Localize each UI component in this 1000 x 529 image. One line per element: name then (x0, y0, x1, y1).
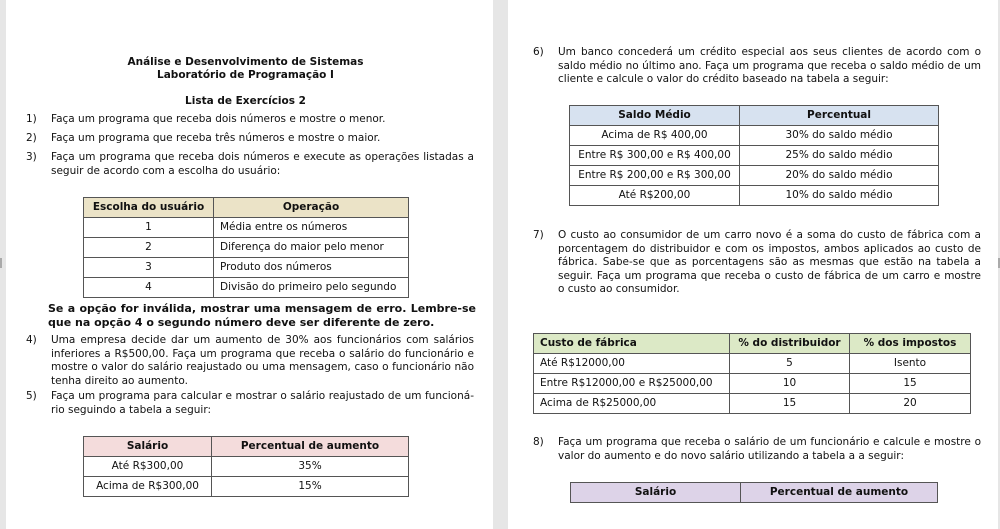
right-page (508, 0, 998, 529)
column-header: Percentual (740, 106, 939, 126)
column-header: Saldo Médio (570, 106, 740, 126)
exercise-3 (26, 151, 474, 178)
exercise-8 (533, 436, 981, 463)
table-cell: 35% (212, 457, 409, 477)
column-header: Operação (214, 198, 409, 218)
table-cell: Até R$300,00 (84, 457, 212, 477)
exercise-number: 8) (533, 436, 544, 448)
credit-table (569, 105, 939, 206)
table-cell: 10 (730, 374, 850, 394)
table-cell: Até R$12000,00 (534, 354, 730, 374)
table-cell: Até R$200,00 (570, 186, 740, 206)
table-cell: Entre R$12000,00 e R$25000,00 (534, 374, 730, 394)
list-title: Lista de Exercícios 2 (185, 95, 306, 107)
table-cell: 15 (850, 374, 971, 394)
car-cost-table (533, 333, 971, 414)
table-cell: Média entre os números (214, 218, 409, 238)
table-cell: 20 (850, 394, 971, 414)
exercise-1 (26, 113, 474, 127)
exercise-text: Faça um programa que receba o salário de um funcionário e calcule e mostre o valor do aumento e do novo salário utilizando a tabela a a seguir: (558, 436, 981, 462)
table-row (84, 477, 409, 497)
table-row (84, 457, 409, 477)
exercise-text: O custo ao consumidor de um carro novo é a soma do custo de fábrica com a porcentagem do distribuidor e com os impostos, ambos aplicados ao custo de fábrica. Sabe-se que as porcentagens são as mesmas que estão na tabela a seguir. Faça um programa que receba o custo de fábrica de um carro e mostre o custo ao consumidor. (558, 229, 981, 295)
table-cell: 3 (84, 258, 214, 278)
column-header: Salário (84, 437, 212, 457)
exercise-4 (26, 334, 474, 388)
exercise-2 (26, 132, 474, 146)
lab-title: Laboratório de Programação I (157, 69, 334, 81)
exercise-text: Um banco concederá um crédito especial aos seus clientes de acordo com o saldo médio no último ano. Faça um programa que receba o saldo médio de um cliente e calcule o valor do crédito baseado na tabela a seguir: (558, 46, 981, 85)
salary-raise-table-2 (570, 482, 938, 503)
exercise-number: 7) (533, 229, 544, 241)
column-header: Percentual de aumento (212, 437, 409, 457)
exercise-number: 5) (26, 390, 37, 402)
column-header: Salário (571, 483, 741, 503)
table-cell: 20% do saldo médio (740, 166, 939, 186)
table-header-row (534, 334, 971, 354)
exercise-5 (26, 390, 474, 417)
table-row (84, 278, 409, 298)
exercise-3-note: Se a opção for inválida, mostrar uma mensagem de erro. Lembre-se que na opção 4 o segundo número deve ser diferente de zero. (48, 302, 476, 329)
table-header-row (570, 106, 939, 126)
exercise-6 (533, 46, 981, 87)
table-row (570, 126, 939, 146)
table-cell: Entre R$ 200,00 e R$ 300,00 (570, 166, 740, 186)
table-cell: 1 (84, 218, 214, 238)
table-row (84, 238, 409, 258)
table-header-row (84, 198, 409, 218)
exercise-text: Faça um programa que receba três números e mostre o maior. (51, 132, 381, 144)
page-edge-marker (0, 258, 2, 268)
table-cell: Entre R$ 300,00 e R$ 400,00 (570, 146, 740, 166)
exercise-text: Faça um programa que receba dois números e mostre o menor. (51, 113, 386, 125)
table-row (534, 354, 971, 374)
table-row (570, 166, 939, 186)
course-title: Análise e Desenvolvimento de Sistemas (127, 56, 364, 68)
table-row (84, 218, 409, 238)
table-row (84, 258, 409, 278)
exercise-text: Faça um programa para calcular e mostrar o salário reajustado de um funcioná-rio seguindo a tabela a seguir: (51, 390, 474, 416)
table-cell: 30% do saldo médio (740, 126, 939, 146)
column-header: % dos impostos (850, 334, 971, 354)
left-page (6, 0, 493, 529)
table-row (534, 394, 971, 414)
exercise-7 (533, 229, 981, 297)
exercise-number: 6) (533, 46, 544, 58)
exercise-number: 2) (26, 132, 37, 144)
exercise-number: 1) (26, 113, 37, 125)
table-cell: 2 (84, 238, 214, 258)
column-header: Custo de fábrica (534, 334, 730, 354)
table-cell: 15% (212, 477, 409, 497)
table-row (534, 374, 971, 394)
table-cell: Acima de R$300,00 (84, 477, 212, 497)
column-header: % do distribuidor (730, 334, 850, 354)
table-cell: Acima de R$ 400,00 (570, 126, 740, 146)
table-cell: 25% do saldo médio (740, 146, 939, 166)
table-row (570, 146, 939, 166)
column-header: Percentual de aumento (741, 483, 938, 503)
table-cell: Diferença do maior pelo menor (214, 238, 409, 258)
table-row (570, 186, 939, 206)
table-cell: Divisão do primeiro pelo segundo (214, 278, 409, 298)
table-cell: Isento (850, 354, 971, 374)
table-cell: Acima de R$25000,00 (534, 394, 730, 414)
table-cell: 15 (730, 394, 850, 414)
table-cell: 5 (730, 354, 850, 374)
salary-raise-table (83, 436, 409, 497)
exercise-number: 3) (26, 151, 37, 163)
exercise-number: 4) (26, 334, 37, 346)
table-cell: 10% do saldo médio (740, 186, 939, 206)
operations-table (83, 197, 409, 298)
column-header: Escolha do usuário (84, 198, 214, 218)
exercise-text: Uma empresa decide dar um aumento de 30% aos funcionários com salários inferiores a R$500,00. Faça um programa que receba o salário do funcionário e mostre o valor do salário reajustado ou uma mensagem, caso o funcionário não tenha direito ao aumento. (51, 334, 474, 387)
table-header-row (84, 437, 409, 457)
table-header-row (571, 483, 938, 503)
exercise-text: Faça um programa que receba dois números e execute as operações listadas a seguir de acordo com a escolha do usuário: (51, 151, 474, 177)
table-cell: Produto dos números (214, 258, 409, 278)
table-cell: 4 (84, 278, 214, 298)
